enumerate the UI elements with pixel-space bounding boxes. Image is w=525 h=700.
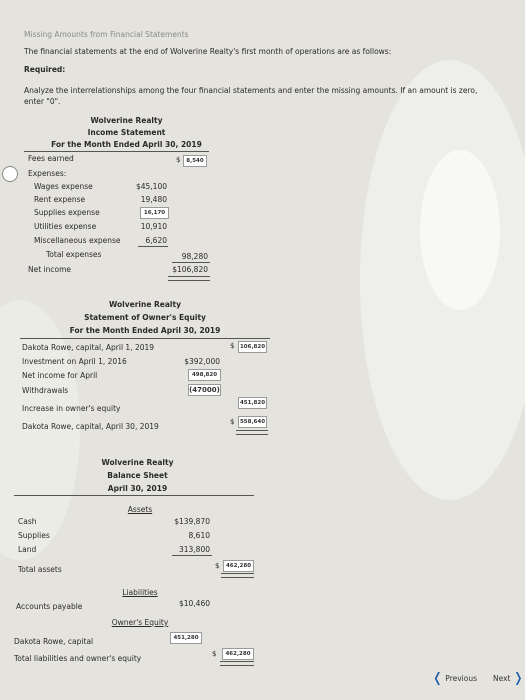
accounts-payable-label: Accounts payable (16, 602, 83, 611)
misc-expense-value: 6,620 (145, 236, 167, 245)
liabilities-heading: Liabilities (122, 588, 158, 597)
wages-expense-value: $45,100 (135, 182, 167, 191)
is-header-rule (24, 151, 209, 152)
cash-value: $139,870 (174, 517, 210, 526)
instructions-line-2: enter "0". (24, 97, 61, 106)
se-header-rule (20, 338, 270, 339)
fees-earned-label: Fees earned (28, 154, 74, 163)
total-assets-label: Total assets (18, 565, 62, 574)
increase-equity-label: Increase in owner's equity (22, 404, 121, 413)
previous-label: Previous (445, 674, 477, 683)
misc-underline (138, 246, 168, 247)
withdrawals-input[interactable]: (47000) (189, 386, 220, 394)
net-income-april-input[interactable]: 498,820 (188, 369, 221, 381)
land-underline (172, 555, 212, 556)
supplies-value: 8,610 (188, 531, 210, 540)
misc-expense-label: Miscellaneous expense (34, 236, 121, 245)
investment-label: Investment on April 1, 2016 (22, 357, 127, 366)
bs-header-rule (14, 495, 254, 496)
expenses-label: Expenses: (28, 169, 67, 178)
next-button[interactable] (493, 670, 524, 685)
previous-button[interactable] (432, 670, 477, 685)
total-assets-input[interactable]: 462,280 (223, 560, 254, 572)
assets-heading: Assets (127, 505, 153, 514)
capital-end-double-rule (236, 430, 268, 435)
se-title: Statement of Owner's Equity (84, 313, 206, 322)
rent-expense-value: 19,480 (140, 195, 167, 204)
cash-label: Cash (18, 517, 37, 526)
capital-end-label: Dakota Rowe, capital, April 30, 2019 (22, 422, 159, 431)
total-le-double-rule (220, 661, 254, 666)
land-value: 313,800 (178, 545, 210, 554)
supplies-expense-input[interactable]: 16,170 (140, 207, 169, 219)
capital-end-input[interactable]: 558,640 (238, 416, 267, 428)
increase-equity-input[interactable]: 451,820 (238, 397, 267, 409)
investment-value: $392,000 (184, 357, 220, 366)
required-label: Required: (24, 65, 66, 74)
net-income-april-label: Net income for April (22, 371, 98, 380)
total-assets-dollar-sign: $ (215, 562, 220, 570)
instructions-line-1: Analyze the interrelationships among the four financial statements and enter the missing amounts. If an amount is zero, (24, 86, 478, 95)
net-income-label: Net income (28, 265, 72, 274)
accounts-payable-value: $10,460 (178, 599, 210, 608)
total-assets-double-rule (221, 573, 254, 578)
net-income-double-rule (168, 276, 210, 281)
se-period: For the Month Ended April 30, 2019 (69, 326, 221, 335)
intro-text: The financial statements at the end of Wolverine Realty's first month of operations are as follows: (24, 47, 392, 56)
total-expenses-value: 98,280 (181, 252, 208, 261)
total-liabilities-equity-input[interactable]: 462,280 (222, 648, 254, 660)
glare-right-bright (420, 150, 500, 310)
is-period: For the Month Ended April 30, 2019 (51, 140, 202, 149)
supplies-label: Supplies (18, 531, 50, 540)
rent-expense-label: Rent expense (34, 195, 86, 204)
bs-company: Wolverine Realty (101, 458, 174, 467)
bs-capital-input[interactable]: 451,280 (170, 632, 202, 644)
chevron-right-icon: ❭ (512, 671, 524, 686)
capital-end-dollar-sign: $ (230, 418, 235, 426)
land-label: Land (18, 545, 37, 554)
is-company: Wolverine Realty (90, 116, 163, 125)
total-expenses-label: Total expenses (46, 250, 102, 259)
net-income-value: $106,820 (172, 265, 208, 274)
fees-row-arrow-icon (2, 166, 18, 182)
bs-title: Balance Sheet (107, 471, 168, 480)
capital-start-input[interactable]: 106,820 (238, 341, 267, 353)
se-company: Wolverine Realty (109, 300, 181, 309)
page-title: Missing Amounts from Financial Statements (24, 30, 189, 39)
chevron-left-icon: ❬ (432, 671, 443, 686)
owners-equity-heading: Owner's Equity (111, 618, 169, 627)
bs-capital-label: Dakota Rowe, capital (14, 637, 94, 646)
capital-start-label: Dakota Rowe, capital, April 1, 2019 (22, 343, 155, 352)
wages-expense-label: Wages expense (34, 182, 93, 191)
total-expenses-underline (172, 262, 210, 263)
total-liabilities-equity-label: Total liabilities and owner's equity (14, 654, 142, 663)
total-le-dollar-sign: $ (212, 650, 217, 658)
supplies-expense-label: Supplies expense (34, 208, 100, 217)
withdrawals-label: Withdrawals (22, 386, 69, 395)
fees-dollar-sign: $ (176, 156, 181, 164)
is-title: Income Statement (87, 128, 166, 137)
fees-earned-input[interactable]: 8,540 (183, 155, 207, 167)
bs-date: April 30, 2019 (107, 484, 168, 493)
capital-start-dollar-sign: $ (230, 342, 235, 350)
utilities-expense-value: 10,910 (140, 222, 167, 231)
utilities-expense-label: Utilities expense (34, 222, 97, 231)
next-label: Next (493, 674, 511, 683)
